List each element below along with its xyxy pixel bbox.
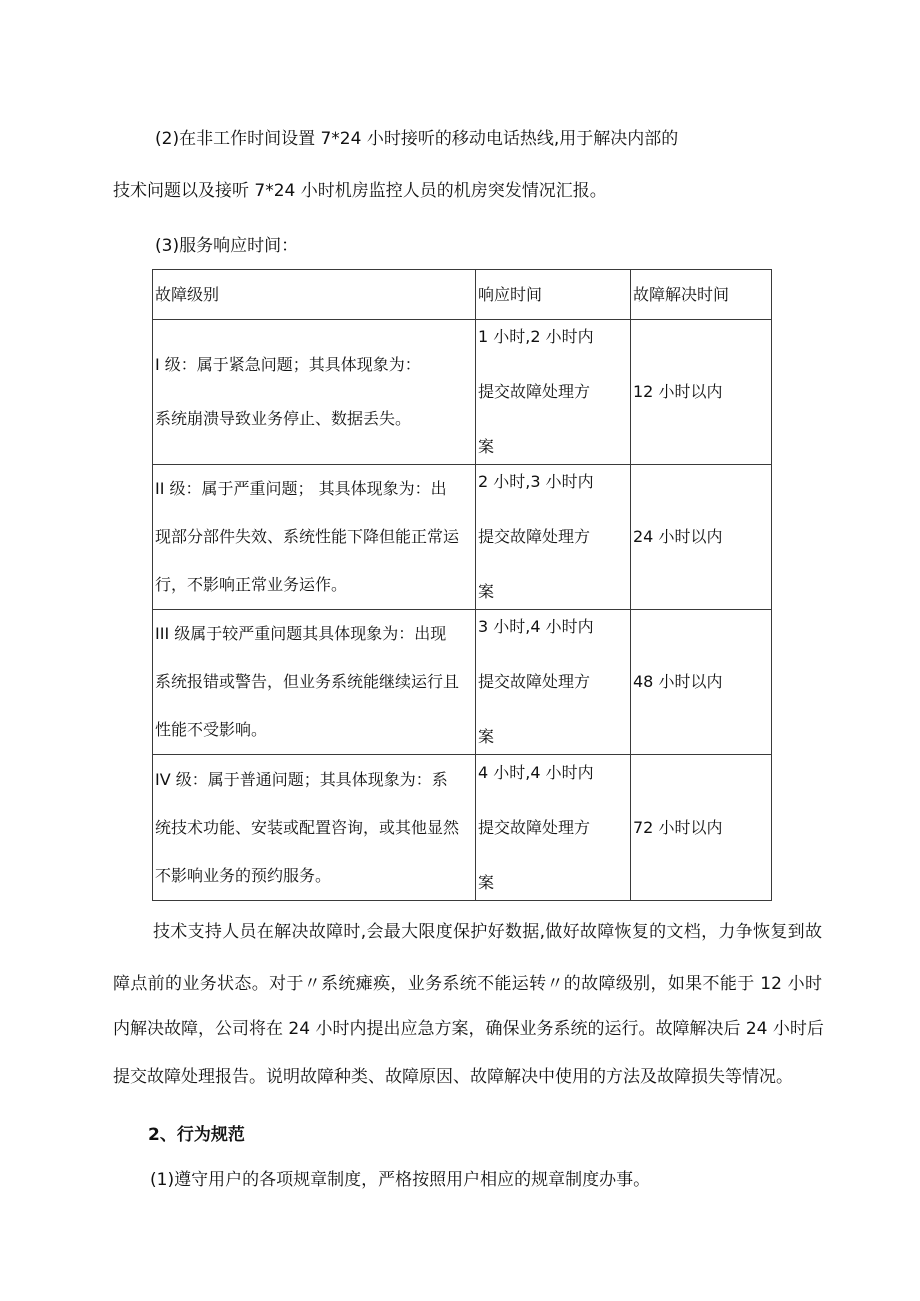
cell-line: 行，不影响正常业务运作。	[155, 575, 348, 594]
cell-line: 提交故障处理方	[478, 527, 591, 546]
cell-line: 系统报错或警告，但业务系统能继续运行且	[155, 672, 460, 691]
rule-item: (1)遵守用户的各项规章制度，严格按照用户相应的规章制度办事。	[150, 1170, 651, 1190]
paragraph-line: (2)在非工作时间设置 7*24 小时接听的移动电话热线,用于解决内部的	[155, 129, 679, 149]
cell-line: 1 小时,2 小时内	[478, 327, 594, 346]
cell-line: I 级：属于紧急问题；其具体现象为：	[155, 355, 421, 374]
table-header-cell: 故障级别	[153, 270, 476, 320]
cell-line: 统技术功能、安装或配置咨询，或其他显然	[155, 817, 460, 837]
service-response-table	[152, 269, 772, 901]
paragraph-line: 技术支持人员在解决故障时,会最大限度保护好数据,做好故障恢复的文档，力争恢复到故	[153, 922, 822, 942]
cell-line: IV 级：属于普通问题；其具体现象为：系	[155, 769, 448, 789]
fault-level-cell	[153, 610, 476, 755]
resolution-time-cell: 12 小时以内	[631, 320, 772, 465]
paragraph-line: 提交故障处理报告。说明故障种类、故障原因、故障解决中使用的方法及故障损失等情况。	[113, 1067, 793, 1087]
cell-line: II 级：属于严重问题； 其具体现象为：出	[155, 479, 447, 498]
resolution-time-cell: 48 小时以内	[631, 610, 772, 755]
response-time-cell	[476, 610, 631, 755]
fault-level-cell	[153, 755, 476, 901]
cell-line: 4 小时,4 小时内	[478, 762, 594, 782]
paragraph-line: 技术问题以及接听 7*24 小时机房监控人员的机房突发情况汇报。	[113, 181, 607, 201]
section-heading: 2、行为规范	[148, 1125, 245, 1145]
cell-line: 2 小时,3 小时内	[478, 472, 594, 491]
response-time-cell	[476, 465, 631, 610]
table-row	[153, 755, 772, 901]
table-row	[153, 610, 772, 755]
cell-line: III 级属于较严重问题其具体现象为：出现	[155, 624, 447, 643]
service-response-time-heading: (3)服务响应时间：	[155, 236, 299, 256]
resolution-time-cell: 24 小时以内	[631, 465, 772, 610]
cell-line: 3 小时,4 小时内	[478, 617, 594, 636]
fault-level-cell	[153, 465, 476, 610]
cell-line: 案	[478, 872, 495, 892]
table-header-cell: 响应时间	[476, 270, 631, 320]
response-time-cell	[476, 320, 631, 465]
cell-line: 性能不受影响。	[155, 720, 268, 739]
cell-line: 系统崩溃导致业务停止、数据丢失。	[155, 409, 412, 428]
paragraph-line: 障点前的业务状态。对于〃系统瘫痪，业务系统不能运转〃的故障级别，如果不能于 12 小时	[113, 974, 822, 994]
table-header-row	[153, 270, 772, 320]
cell-line: 案	[478, 582, 495, 601]
resolution-time-cell: 72 小时以内	[631, 755, 772, 901]
cell-line: 提交故障处理方	[478, 817, 591, 837]
table-header-cell: 故障解决时间	[631, 270, 772, 320]
cell-line: 案	[478, 727, 495, 746]
fault-level-cell	[153, 320, 476, 465]
paragraph-line: 内解决故障，公司将在 24 小时内提出应急方案，确保业务系统的运行。故障解决后 24 小时后	[113, 1019, 824, 1039]
cell-line: 不影响业务的预约服务。	[155, 865, 332, 885]
cell-line: 提交故障处理方	[478, 382, 591, 401]
response-time-cell	[476, 755, 631, 901]
cell-line: 提交故障处理方	[478, 672, 591, 691]
cell-line: 案	[478, 437, 495, 456]
table-row	[153, 465, 772, 610]
table-row	[153, 320, 772, 465]
cell-line: 现部分部件失效、系统性能下降但能正常运	[155, 527, 460, 546]
